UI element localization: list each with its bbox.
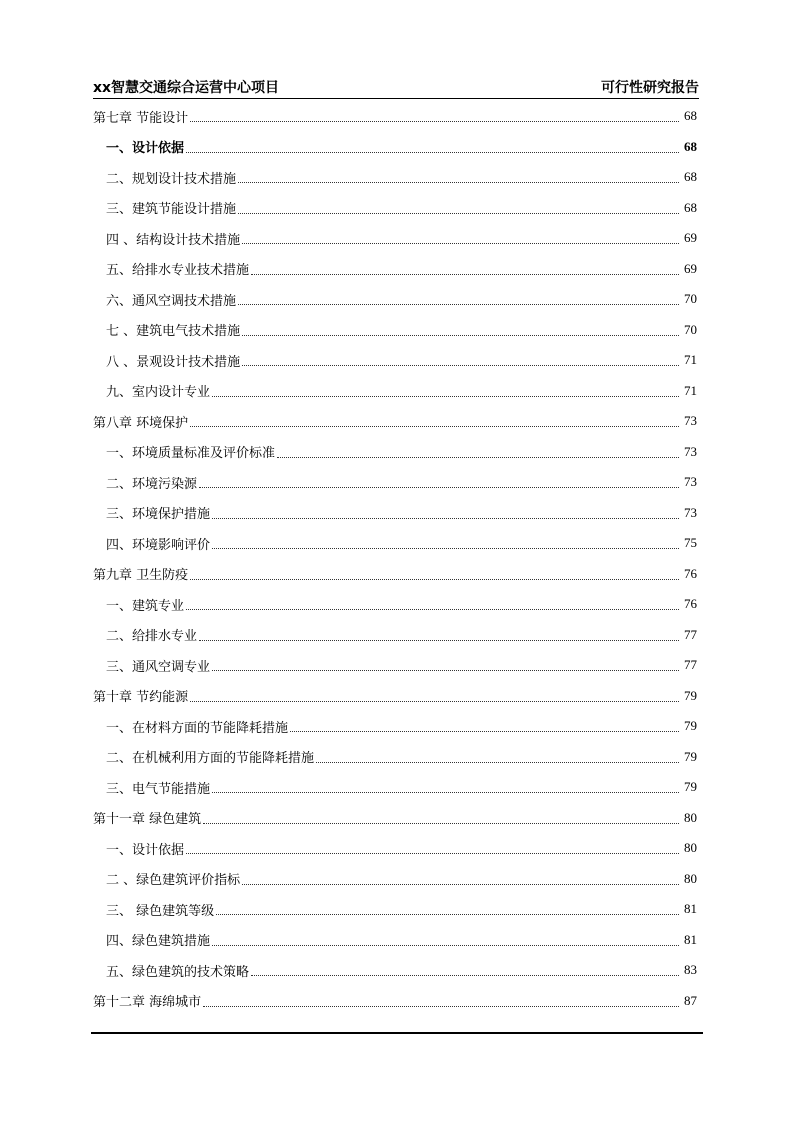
toc-entry-title: 六、通风空调技术措施 [106,293,237,309]
toc-dot-leader [212,535,679,549]
toc-dot-leader [186,139,679,153]
toc-section-entry[interactable] [93,284,697,315]
toc-entry-page-number: 80 [684,840,697,856]
toc-entry-page-number: 76 [684,565,697,581]
toc-entry-page-number: 81 [684,901,697,917]
toc-section-entry[interactable] [93,589,697,620]
toc-entry-title: 九、室内设计专业 [106,385,211,401]
toc-dot-leader [203,810,679,824]
toc-dot-leader [242,230,679,244]
toc-entry-page-number: 73 [684,443,697,459]
toc-entry-title: 四、绿色建筑措施 [106,934,211,950]
toc-entry-title: 四、环境影响评价 [106,537,211,553]
toc-entry-title: 一、在材料方面的节能降耗措施 [106,720,289,736]
toc-entry-title: 七 、建筑电气技术措施 [106,324,241,340]
toc-chapter-entry[interactable] [93,559,697,590]
toc-entry-page-number: 79 [684,779,697,795]
toc-chapter-entry[interactable] [93,406,697,437]
toc-dot-leader [316,749,679,763]
toc-section-entry[interactable] [93,376,697,407]
toc-entry-page-number: 68 [684,138,697,154]
toc-entry-title: 三、环境保护措施 [106,507,211,523]
header-project-title: xx智慧交通综合运营中心项目 [93,80,280,96]
toc-dot-leader [216,901,679,915]
toc-entry-title: 第十二章 海绵城市 [93,995,202,1011]
toc-section-entry[interactable] [93,955,697,986]
toc-section-entry[interactable] [93,132,697,163]
toc-entry-page-number: 73 [684,413,697,429]
toc-dot-leader [212,779,679,793]
toc-chapter-entry[interactable] [93,803,697,834]
toc-section-entry[interactable] [93,437,697,468]
toc-dot-leader [190,108,679,122]
toc-dot-leader [199,474,679,488]
page-header [93,76,699,99]
toc-dot-leader [277,444,679,458]
toc-entry-page-number: 73 [684,504,697,520]
toc-section-entry[interactable] [93,864,697,895]
toc-entry-page-number: 70 [684,291,697,307]
toc-entry-title: 五、绿色建筑的技术策略 [106,964,250,980]
toc-entry-title: 第七章 节能设计 [93,110,189,126]
toc-entry-title: 第十一章 绿色建筑 [93,812,202,828]
footer-divider [91,1032,703,1034]
toc-section-entry[interactable] [93,894,697,925]
toc-section-entry[interactable] [93,528,697,559]
toc-dot-leader [186,840,679,854]
toc-dot-leader [238,169,679,183]
toc-section-entry[interactable] [93,742,697,773]
toc-entry-title: 二、规划设计技术措施 [106,171,237,187]
toc-entry-page-number: 79 [684,748,697,764]
toc-dot-leader [290,718,679,732]
toc-section-entry[interactable] [93,162,697,193]
toc-entry-title: 三、通风空调专业 [106,659,211,675]
toc-entry-title: 第八章 环境保护 [93,415,189,431]
toc-entry-page-number: 71 [684,382,697,398]
toc-entry-page-number: 73 [684,474,697,490]
toc-entry-page-number: 77 [684,626,697,642]
toc-dot-leader [212,657,679,671]
toc-entry-title: 八 、景观设计技术措施 [106,354,241,370]
toc-section-entry[interactable] [93,223,697,254]
toc-entry-page-number: 80 [684,870,697,886]
toc-dot-leader [242,322,679,336]
toc-dot-leader [212,932,679,946]
toc-section-entry[interactable] [93,711,697,742]
toc-entry-page-number: 69 [684,260,697,276]
toc-entry-page-number: 76 [684,596,697,612]
toc-entry-title: 三、建筑节能设计措施 [106,202,237,218]
toc-section-entry[interactable] [93,315,697,346]
toc-chapter-entry[interactable] [93,101,697,132]
toc-entry-title: 二、给排水专业 [106,629,198,645]
toc-section-entry[interactable] [93,620,697,651]
toc-dot-leader [186,596,679,610]
toc-entry-title: 第十章 节约能源 [93,690,189,706]
toc-section-entry[interactable] [93,650,697,681]
toc-entry-page-number: 68 [684,199,697,215]
toc-entry-title: 一、设计依据 [106,842,185,858]
toc-dot-leader [190,413,679,427]
toc-entry-page-number: 68 [684,169,697,185]
toc-dot-leader [190,688,679,702]
toc-dot-leader [251,261,679,275]
toc-dot-leader [251,962,679,976]
toc-entry-page-number: 71 [684,352,697,368]
toc-chapter-entry[interactable] [93,681,697,712]
toc-dot-leader [190,566,679,580]
table-of-contents [93,101,697,1016]
toc-dot-leader [203,993,679,1007]
toc-section-entry[interactable] [93,254,697,285]
toc-entry-page-number: 80 [684,809,697,825]
toc-section-entry[interactable] [93,772,697,803]
toc-entry-title: 三、 绿色建筑等级 [106,903,215,919]
toc-section-entry[interactable] [93,498,697,529]
toc-chapter-entry[interactable] [93,986,697,1017]
toc-dot-leader [199,627,679,641]
toc-section-entry[interactable] [93,193,697,224]
toc-section-entry[interactable] [93,833,697,864]
toc-entry-title: 一、设计依据 [106,141,185,157]
toc-dot-leader [242,352,679,366]
toc-entry-page-number: 83 [684,962,697,978]
toc-dot-leader [242,871,679,885]
toc-entry-title: 一、建筑专业 [106,598,185,614]
toc-dot-leader [212,383,679,397]
toc-dot-leader [238,200,679,214]
toc-entry-page-number: 87 [684,992,697,1008]
toc-entry-title: 三、电气节能措施 [106,781,211,797]
toc-entry-title: 四 、结构设计技术措施 [106,232,241,248]
toc-section-entry[interactable] [93,925,697,956]
toc-section-entry[interactable] [93,467,697,498]
toc-section-entry[interactable] [93,345,697,376]
toc-entry-page-number: 70 [684,321,697,337]
toc-entry-title: 二 、绿色建筑评价指标 [106,873,241,889]
toc-entry-page-number: 79 [684,718,697,734]
toc-entry-page-number: 81 [684,931,697,947]
toc-entry-page-number: 77 [684,657,697,673]
toc-entry-title: 二、在机械利用方面的节能降耗措施 [106,751,315,767]
toc-entry-title: 一、环境质量标准及评价标准 [106,446,276,462]
toc-entry-page-number: 75 [684,535,697,551]
toc-dot-leader [212,505,679,519]
toc-entry-title: 第九章 卫生防疫 [93,568,189,584]
toc-entry-page-number: 69 [684,230,697,246]
toc-entry-page-number: 68 [684,108,697,124]
toc-dot-leader [238,291,679,305]
header-report-type: 可行性研究报告 [601,80,699,96]
toc-entry-page-number: 79 [684,687,697,703]
toc-entry-title: 五、给排水专业技术措施 [106,263,250,279]
toc-entry-title: 二、环境污染源 [106,476,198,492]
